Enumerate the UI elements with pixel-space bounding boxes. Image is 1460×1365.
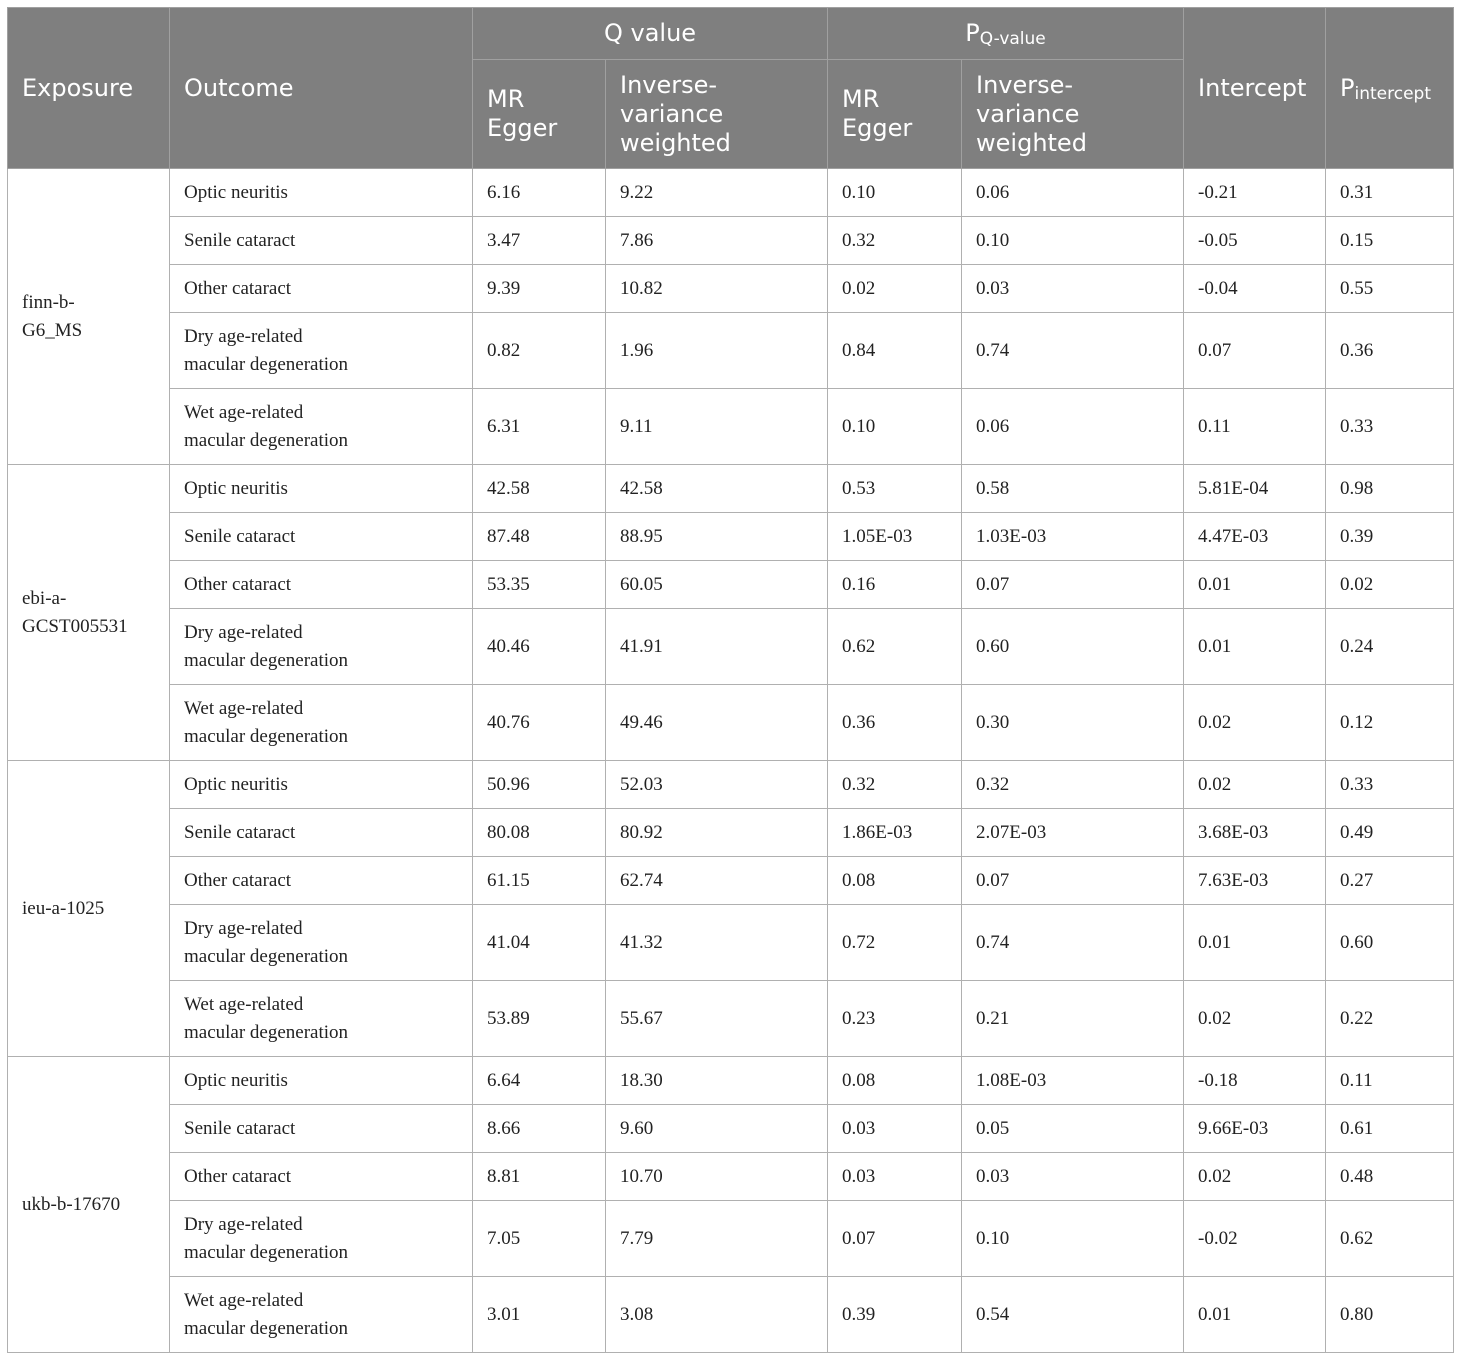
outcome-cell: Wet age-related macular degeneration: [170, 1277, 473, 1353]
p-ivw-cell: 0.58: [962, 465, 1184, 513]
p-ivw-cell: 0.30: [962, 685, 1184, 761]
p-ivw-cell: 0.03: [962, 1153, 1184, 1201]
q-ivw-cell: 10.82: [606, 265, 828, 313]
p-intercept-cell: 0.15: [1326, 217, 1454, 265]
q-ivw-cell: 60.05: [606, 561, 828, 609]
intercept-cell: 9.66E-03: [1184, 1105, 1326, 1153]
header-q-value: Q value: [473, 8, 828, 60]
p-egger-cell: 0.03: [828, 1153, 962, 1201]
outcome-cell: Dry age-related macular degeneration: [170, 1201, 473, 1277]
intercept-cell: 0.11: [1184, 389, 1326, 465]
p-ivw-cell: 0.10: [962, 217, 1184, 265]
table-row: [8, 761, 1454, 809]
table-row: [8, 609, 1454, 685]
p-intercept-cell: 0.02: [1326, 561, 1454, 609]
header-outcome: Outcome: [170, 8, 473, 169]
table-header: [8, 8, 1454, 169]
p-ivw-cell: 0.07: [962, 561, 1184, 609]
p-intercept-cell: 0.62: [1326, 1201, 1454, 1277]
header-p-ivw: Inverse-variance weighted: [962, 60, 1184, 169]
q-ivw-cell: 1.96: [606, 313, 828, 389]
q-ivw-cell: 18.30: [606, 1057, 828, 1105]
table-row: [8, 313, 1454, 389]
p-ivw-cell: 0.74: [962, 905, 1184, 981]
p-ivw-cell: 0.07: [962, 857, 1184, 905]
table-row: [8, 981, 1454, 1057]
q-ivw-cell: 7.79: [606, 1201, 828, 1277]
table-row: [8, 809, 1454, 857]
p-ivw-cell: 2.07E-03: [962, 809, 1184, 857]
outcome-cell: Senile cataract: [170, 1105, 473, 1153]
p-egger-cell: 0.62: [828, 609, 962, 685]
p-intercept-cell: 0.55: [1326, 265, 1454, 313]
p-ivw-cell: 0.03: [962, 265, 1184, 313]
intercept-cell: 0.01: [1184, 609, 1326, 685]
outcome-cell: Optic neuritis: [170, 761, 473, 809]
p-egger-cell: 0.07: [828, 1201, 962, 1277]
p-ivw-cell: 0.10: [962, 1201, 1184, 1277]
intercept-cell: 4.47E-03: [1184, 513, 1326, 561]
outcome-cell: Senile cataract: [170, 809, 473, 857]
table-row: [8, 561, 1454, 609]
q-egger-cell: 80.08: [473, 809, 606, 857]
intercept-cell: -0.21: [1184, 169, 1326, 217]
q-ivw-cell: 3.08: [606, 1277, 828, 1353]
p-ivw-cell: 0.74: [962, 313, 1184, 389]
q-egger-cell: 9.39: [473, 265, 606, 313]
p-ivw-cell: 0.05: [962, 1105, 1184, 1153]
table-row: [8, 169, 1454, 217]
p-intercept-cell: 0.60: [1326, 905, 1454, 981]
p-intercept-cell: 0.98: [1326, 465, 1454, 513]
header-p-intercept-sub: intercept: [1354, 83, 1432, 104]
p-egger-cell: 0.02: [828, 265, 962, 313]
intercept-cell: 0.02: [1184, 1153, 1326, 1201]
outcome-cell: Dry age-related macular degeneration: [170, 905, 473, 981]
q-ivw-cell: 7.86: [606, 217, 828, 265]
header-p-intercept: [1326, 8, 1454, 169]
p-ivw-cell: 0.06: [962, 389, 1184, 465]
outcome-cell: Optic neuritis: [170, 465, 473, 513]
p-egger-cell: 0.72: [828, 905, 962, 981]
q-ivw-cell: 42.58: [606, 465, 828, 513]
p-intercept-cell: 0.33: [1326, 761, 1454, 809]
q-egger-cell: 8.81: [473, 1153, 606, 1201]
p-egger-cell: 0.23: [828, 981, 962, 1057]
q-egger-cell: 41.04: [473, 905, 606, 981]
p-intercept-cell: 0.11: [1326, 1057, 1454, 1105]
table-row: [8, 1277, 1454, 1353]
table-row: [8, 857, 1454, 905]
q-egger-cell: 40.46: [473, 609, 606, 685]
outcome-cell: Optic neuritis: [170, 1057, 473, 1105]
table-row: [8, 1057, 1454, 1105]
p-egger-cell: 1.05E-03: [828, 513, 962, 561]
intercept-cell: 3.68E-03: [1184, 809, 1326, 857]
q-ivw-cell: 52.03: [606, 761, 828, 809]
intercept-cell: -0.18: [1184, 1057, 1326, 1105]
p-intercept-cell: 0.27: [1326, 857, 1454, 905]
q-ivw-cell: 88.95: [606, 513, 828, 561]
p-egger-cell: 0.03: [828, 1105, 962, 1153]
intercept-cell: -0.04: [1184, 265, 1326, 313]
q-ivw-cell: 10.70: [606, 1153, 828, 1201]
p-intercept-cell: 0.48: [1326, 1153, 1454, 1201]
q-egger-cell: 0.82: [473, 313, 606, 389]
header-exposure: Exposure: [8, 8, 170, 169]
intercept-cell: 5.81E-04: [1184, 465, 1326, 513]
q-egger-cell: 8.66: [473, 1105, 606, 1153]
header-p-q-value-main: P: [965, 19, 980, 47]
table-row: [8, 265, 1454, 313]
outcome-cell: Dry age-related macular degeneration: [170, 609, 473, 685]
p-egger-cell: 0.32: [828, 217, 962, 265]
intercept-cell: 0.01: [1184, 1277, 1326, 1353]
p-egger-cell: 0.39: [828, 1277, 962, 1353]
p-intercept-cell: 0.39: [1326, 513, 1454, 561]
q-egger-cell: 3.01: [473, 1277, 606, 1353]
p-intercept-cell: 0.49: [1326, 809, 1454, 857]
p-ivw-cell: 0.06: [962, 169, 1184, 217]
intercept-cell: 0.01: [1184, 561, 1326, 609]
p-egger-cell: 0.53: [828, 465, 962, 513]
header-q-ivw: Inverse-variance weighted: [606, 60, 828, 169]
q-egger-cell: 6.31: [473, 389, 606, 465]
intercept-cell: -0.02: [1184, 1201, 1326, 1277]
p-egger-cell: 0.08: [828, 1057, 962, 1105]
table-row: [8, 513, 1454, 561]
q-ivw-cell: 41.32: [606, 905, 828, 981]
table-row: [8, 1105, 1454, 1153]
q-egger-cell: 6.16: [473, 169, 606, 217]
table-body: [8, 169, 1454, 1353]
table-row: [8, 389, 1454, 465]
outcome-cell: Optic neuritis: [170, 169, 473, 217]
p-egger-cell: 0.08: [828, 857, 962, 905]
p-intercept-cell: 0.80: [1326, 1277, 1454, 1353]
table-row: [8, 1201, 1454, 1277]
table-row: [8, 905, 1454, 981]
q-ivw-cell: 9.22: [606, 169, 828, 217]
header-p-q-value-sub: Q-value: [979, 29, 1046, 49]
header-p-intercept-main: P: [1340, 73, 1355, 102]
header-p-q-value: [828, 8, 1184, 60]
exposure-cell: finn-b-G6_MS: [8, 169, 170, 465]
q-egger-cell: 40.76: [473, 685, 606, 761]
header-intercept: Intercept: [1184, 8, 1326, 169]
outcome-cell: Wet age-related macular degeneration: [170, 981, 473, 1057]
outcome-cell: Wet age-related macular degeneration: [170, 685, 473, 761]
intercept-cell: 0.02: [1184, 761, 1326, 809]
header-p-mr-egger: MR Egger: [828, 60, 962, 169]
table-row: [8, 465, 1454, 513]
intercept-cell: 0.07: [1184, 313, 1326, 389]
q-egger-cell: 7.05: [473, 1201, 606, 1277]
outcome-cell: Other cataract: [170, 1153, 473, 1201]
q-ivw-cell: 9.11: [606, 389, 828, 465]
q-egger-cell: 6.64: [473, 1057, 606, 1105]
intercept-cell: 0.01: [1184, 905, 1326, 981]
p-intercept-cell: 0.24: [1326, 609, 1454, 685]
intercept-cell: 7.63E-03: [1184, 857, 1326, 905]
table-row: [8, 217, 1454, 265]
p-egger-cell: 0.84: [828, 313, 962, 389]
q-egger-cell: 42.58: [473, 465, 606, 513]
q-ivw-cell: 9.60: [606, 1105, 828, 1153]
q-ivw-cell: 62.74: [606, 857, 828, 905]
p-ivw-cell: 1.08E-03: [962, 1057, 1184, 1105]
q-ivw-cell: 55.67: [606, 981, 828, 1057]
q-egger-cell: 3.47: [473, 217, 606, 265]
intercept-cell: -0.05: [1184, 217, 1326, 265]
p-ivw-cell: 0.32: [962, 761, 1184, 809]
exposure-cell: ieu-a-1025: [8, 761, 170, 1057]
q-ivw-cell: 49.46: [606, 685, 828, 761]
p-intercept-cell: 0.61: [1326, 1105, 1454, 1153]
intercept-cell: 0.02: [1184, 981, 1326, 1057]
p-intercept-cell: 0.36: [1326, 313, 1454, 389]
p-ivw-cell: 0.54: [962, 1277, 1184, 1353]
q-ivw-cell: 80.92: [606, 809, 828, 857]
p-egger-cell: 0.16: [828, 561, 962, 609]
q-egger-cell: 50.96: [473, 761, 606, 809]
q-ivw-cell: 41.91: [606, 609, 828, 685]
p-ivw-cell: 0.60: [962, 609, 1184, 685]
outcome-cell: Other cataract: [170, 857, 473, 905]
outcome-cell: Senile cataract: [170, 217, 473, 265]
outcome-cell: Other cataract: [170, 561, 473, 609]
intercept-cell: 0.02: [1184, 685, 1326, 761]
q-egger-cell: 53.35: [473, 561, 606, 609]
p-egger-cell: 0.32: [828, 761, 962, 809]
q-egger-cell: 53.89: [473, 981, 606, 1057]
results-table: [7, 7, 1454, 1353]
p-intercept-cell: 0.31: [1326, 169, 1454, 217]
p-ivw-cell: 1.03E-03: [962, 513, 1184, 561]
exposure-cell: ukb-b-17670: [8, 1057, 170, 1353]
exposure-cell: ebi-a-GCST005531: [8, 465, 170, 761]
outcome-cell: Senile cataract: [170, 513, 473, 561]
outcome-cell: Other cataract: [170, 265, 473, 313]
p-egger-cell: 0.10: [828, 169, 962, 217]
q-egger-cell: 87.48: [473, 513, 606, 561]
p-intercept-cell: 0.12: [1326, 685, 1454, 761]
outcome-cell: Wet age-related macular degeneration: [170, 389, 473, 465]
q-egger-cell: 61.15: [473, 857, 606, 905]
p-intercept-cell: 0.22: [1326, 981, 1454, 1057]
table-row: [8, 1153, 1454, 1201]
p-egger-cell: 0.36: [828, 685, 962, 761]
p-egger-cell: 1.86E-03: [828, 809, 962, 857]
header-q-mr-egger: MR Egger: [473, 60, 606, 169]
outcome-cell: Dry age-related macular degeneration: [170, 313, 473, 389]
p-ivw-cell: 0.21: [962, 981, 1184, 1057]
p-egger-cell: 0.10: [828, 389, 962, 465]
table-row: [8, 685, 1454, 761]
p-intercept-cell: 0.33: [1326, 389, 1454, 465]
